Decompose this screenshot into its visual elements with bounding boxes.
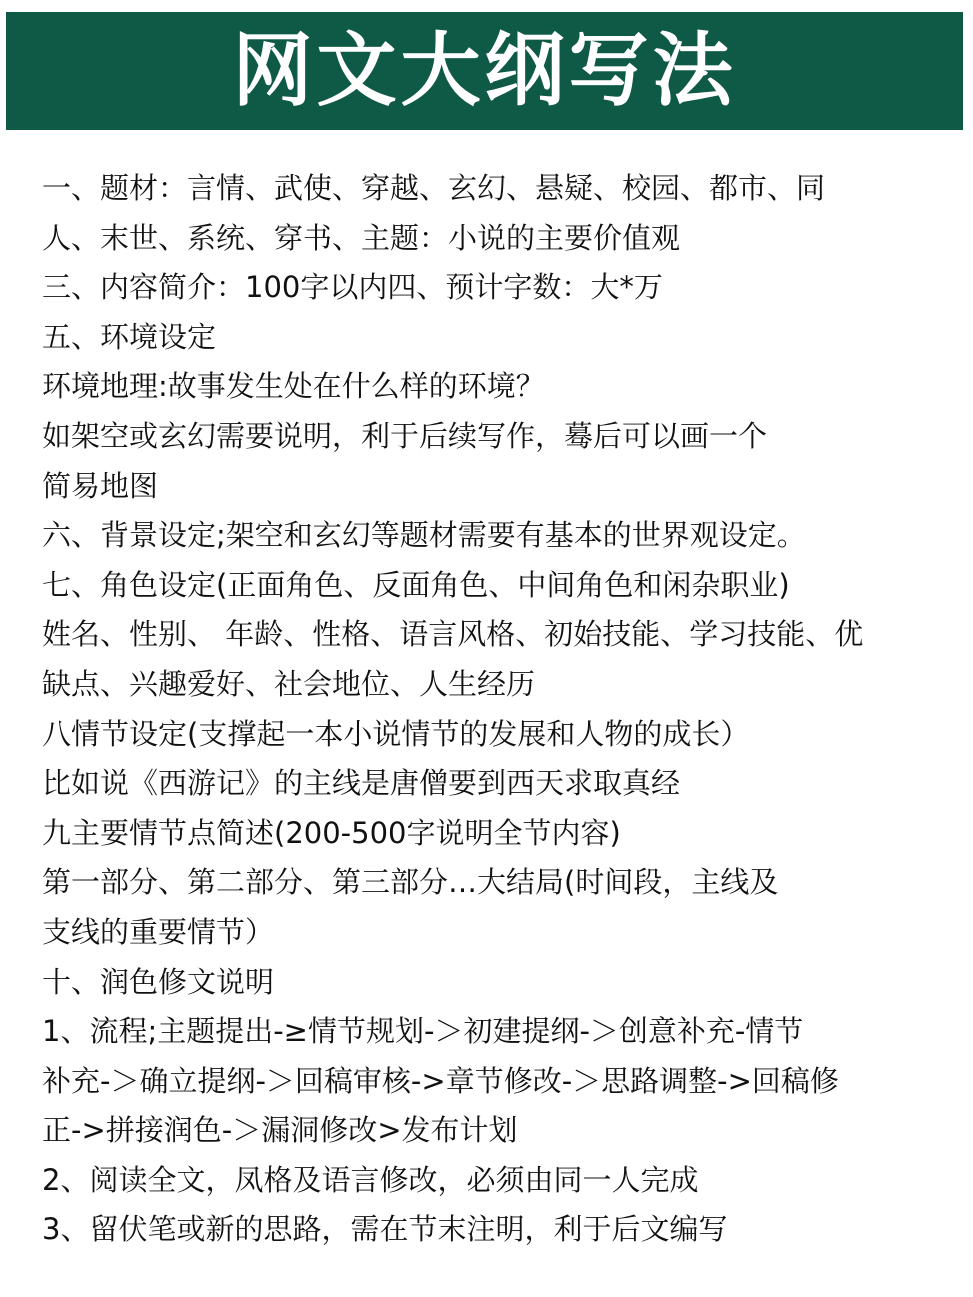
text-line: 一、题材：言情、武使、穿越、玄幻、悬疑、校园、都市、同 — [42, 171, 826, 205]
text-line: 3、留伏笔或新的思路，需在节末注明，利于后文编写 — [42, 1212, 728, 1247]
text-line: 环境地理:故事发生处在什么样的环境？ — [42, 369, 545, 404]
text-line: 十、润色修文说明 — [42, 964, 275, 999]
text-line: 人、末世、系统、穿书、主题：小说的主要价值观 — [42, 220, 681, 255]
title-banner — [6, 12, 963, 130]
text-line: 缺点、兴趣爱好、社会地位、人生经历 — [42, 666, 536, 701]
text-line: 八情节设定(支撑起一本小说情节的发展和人物的成长） — [42, 716, 750, 751]
text-line: 支线的重要情节） — [42, 914, 275, 949]
text-line: 六、背景设定;架空和玄幻等题材需要有基本的世界观设定。 — [42, 518, 806, 553]
text-line: 姓名、性别、 年龄、性格、语言风格、初始技能、学习技能、优 — [42, 617, 864, 652]
text-line: 如架空或玄幻需要说明，利于后续写作，蓦后可以画一个 — [42, 418, 768, 453]
outline-body — [42, 164, 942, 1255]
text-line: 1、流程;主题提出-≥情节规划-＞初建提纲-＞创意补充-情节 — [42, 1014, 804, 1049]
text-line: 2、阅读全文，凤格及语言修改，必须由同一人完成 — [42, 1162, 699, 1197]
text-line: 补充-＞确立提纲-＞回稿审核->章节修改-＞思路调整->回稿修 — [42, 1063, 839, 1098]
text-line: 三、内容简介：100字以内四、预计字数：大*万 — [42, 270, 663, 305]
text-line: 第一部分、第二部分、第三部分…大结局(时间段，主线及 — [42, 865, 779, 900]
page-title: 网文大纲写法 — [232, 24, 737, 117]
text-line: 比如说《西游记》的主线是唐僧要到西天求取真经 — [42, 766, 681, 801]
text-line: 正->拼接润色-＞漏洞修改>发布计划 — [42, 1113, 518, 1148]
text-line: 五、环境设定 — [42, 319, 217, 354]
text-line: 九主要情节点简述(200-500字说明全节内容) — [42, 815, 621, 850]
text-line: 简易地图 — [42, 468, 159, 503]
text-line: 七、角色设定(正面角色、反面角色、中间角色和闲杂职业) — [42, 567, 790, 602]
